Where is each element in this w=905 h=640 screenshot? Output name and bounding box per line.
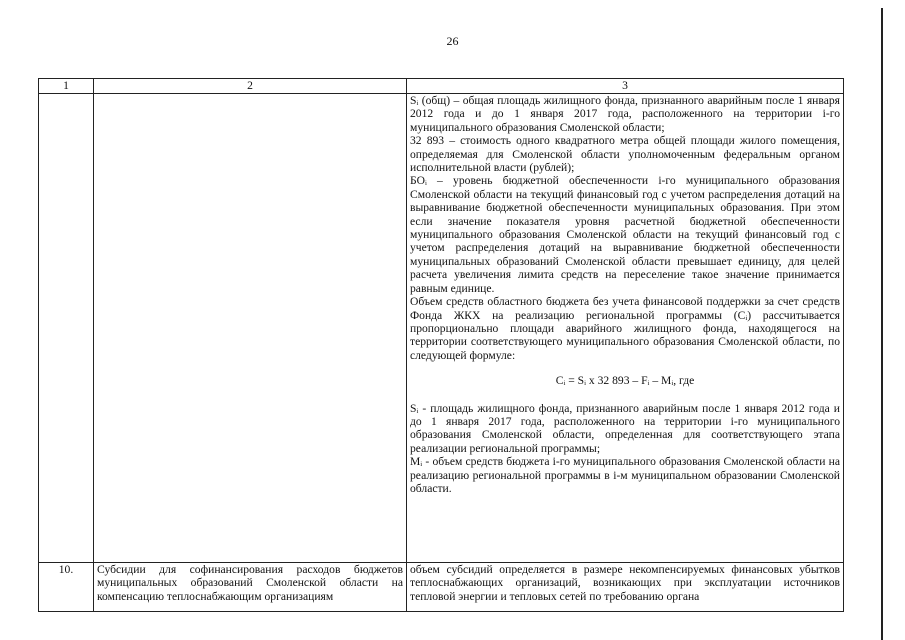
- document-table: [38, 78, 844, 612]
- paragraph-budget-security: БОᵢ – уровень бюджетной обеспеченности i-го муниципального образования Смоленской области на текущий финансовый год с учетом распределения дотаций на выравнивание бюджетной обеспеченности муниципальных образования. При этом если значение показателя уровня расчетной бюджетной обеспеченности муниципального образования Смоленской области на текущий финансовый год с учетом распределения дотаций на выравнивание бюджетной обеспеченности муниципальных образований Смоленской области превышает единицу, для целей расчета увеличения лимита средств на переселение такое значение принимается равным единице.: [410, 174, 840, 295]
- paragraph-regional-funds: Объем средств областного бюджета без учета финансовой поддержки за счет средств Фонда ЖКХ на реализацию региональной программы (Cᵢ) рассчитывается пропорционально площади аварийного жилищного фонда, находящегося на территории соответствующего муниципального образования Смоленской области, по следующей формуле:: [410, 295, 840, 362]
- paragraph-m-funds: Mᵢ - объем средств бюджета i-го муниципального образования Смоленской области на реализацию региональной программы в i-м муниципальном образовании Смоленской области.: [410, 455, 840, 495]
- page-edge-line: [881, 8, 883, 640]
- table-header-row: [39, 79, 844, 94]
- paragraph-cost: 32 893 – стоимость одного квадратного метра общей площади жилого помещения, определяемая для Смоленской области уполномоченным федеральным органом исполнительной власти (рублей);: [410, 134, 840, 175]
- table-row: [39, 563, 844, 612]
- row-name-cell: Субсидии для софинансирования расходов бюджетов муниципальных образований Смоленской области на компенсацию теплоснабжающим организациям: [94, 563, 407, 612]
- page-number: 26: [446, 34, 459, 48]
- row-number-cell: [39, 94, 94, 563]
- row-number-cell: 10.: [39, 563, 94, 612]
- row-name-cell: [94, 94, 407, 563]
- row-description-cell: [407, 94, 844, 563]
- formula: Cᵢ = Sᵢ x 32 893 – Fᵢ – Mᵢ, где: [555, 374, 695, 388]
- paragraph-s-area: Sᵢ - площадь жилищного фонда, признанного аварийным после 1 января 2012 года и до 1 января 2017 года, расположенного на территории i-го муниципального образования Смоленской области, определенная для соответствующего этапа реализации региональной программы;: [410, 401, 840, 455]
- header-col-2: 2: [94, 79, 407, 94]
- paragraph-s-total: Sᵢ (общ) – общая площадь жилищного фонда, признанного аварийным после 1 января 2012 года и до 1 января 2017 года, расположенного на территории i-го муниципального образования Смоленской области;: [410, 94, 840, 134]
- row-description-cell: объем субсидий определяется в размере некомпенсируемых финансовых убытков теплоснабжающих организаций, возникающих при эксплуатации источников тепловой энергии и тепловых сетей по требованию органа: [407, 563, 844, 612]
- header-col-1: 1: [39, 79, 94, 94]
- header-col-3: 3: [407, 79, 844, 94]
- table-row: [39, 94, 844, 563]
